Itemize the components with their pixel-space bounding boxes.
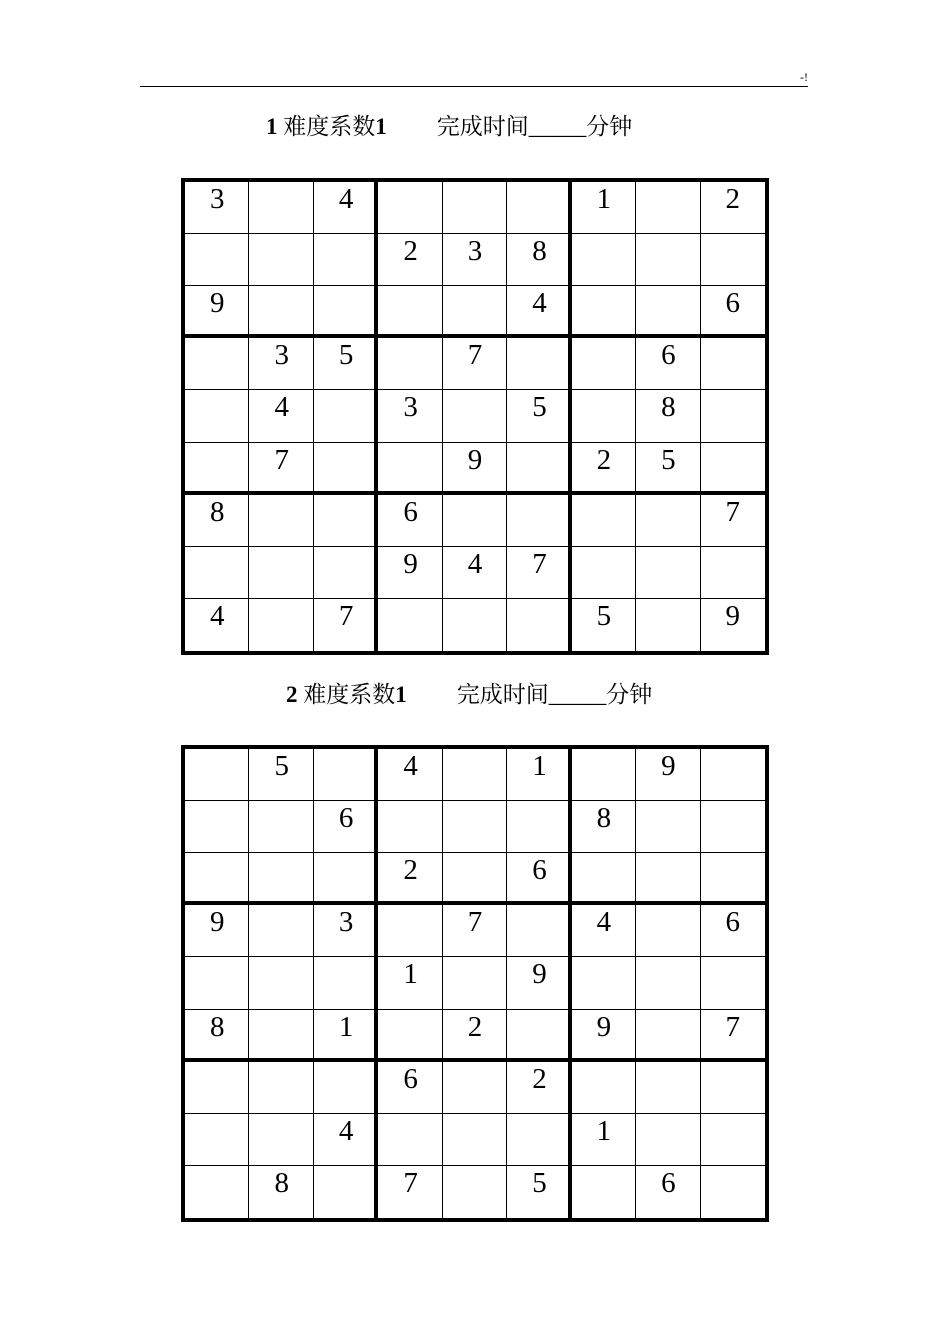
sudoku-cell: 4 xyxy=(185,599,249,651)
sudoku-cell: 6 xyxy=(378,1062,442,1114)
sudoku-cell xyxy=(314,1166,378,1218)
sudoku-cell xyxy=(443,286,507,338)
sudoku-cell xyxy=(443,599,507,651)
sudoku-cell xyxy=(185,1062,249,1114)
sudoku-cell: 3 xyxy=(314,905,378,957)
sudoku-cell: 8 xyxy=(507,234,571,286)
sudoku-cell: 4 xyxy=(572,905,636,957)
sudoku-cell: 1 xyxy=(507,749,571,801)
sudoku-cell xyxy=(636,853,700,905)
sudoku-cell xyxy=(249,1114,313,1166)
sudoku-cell xyxy=(185,957,249,1009)
difficulty-value: 1 xyxy=(375,114,387,139)
sudoku-cell xyxy=(572,853,636,905)
sudoku-cell: 1 xyxy=(572,1114,636,1166)
sudoku-cell xyxy=(507,338,571,390)
sudoku-cell xyxy=(701,957,765,1009)
sudoku-cell xyxy=(636,1010,700,1062)
difficulty-label: 难度系数 xyxy=(283,114,376,139)
sudoku-cell: 9 xyxy=(572,1010,636,1062)
sudoku-cell xyxy=(378,905,442,957)
sudoku-cell xyxy=(636,1062,700,1114)
sudoku-cell xyxy=(249,957,313,1009)
sudoku-cell xyxy=(314,749,378,801)
sudoku-cell xyxy=(443,957,507,1009)
sudoku-cell xyxy=(507,599,571,651)
sudoku-cell xyxy=(507,905,571,957)
sudoku-cell xyxy=(701,234,765,286)
sudoku-cell xyxy=(378,801,442,853)
sudoku-cell xyxy=(636,495,700,547)
sudoku-cell: 7 xyxy=(378,1166,442,1218)
sudoku-cell xyxy=(378,182,442,234)
sudoku-cell xyxy=(507,1114,571,1166)
sudoku-cell: 6 xyxy=(701,905,765,957)
sudoku-cell xyxy=(185,547,249,599)
sudoku-cell: 9 xyxy=(636,749,700,801)
sudoku-cell xyxy=(443,853,507,905)
sudoku-cell xyxy=(185,1114,249,1166)
sudoku-cell: 8 xyxy=(185,495,249,547)
sudoku-cell xyxy=(443,182,507,234)
sudoku-cell: 7 xyxy=(443,338,507,390)
sudoku-cell: 6 xyxy=(636,1166,700,1218)
sudoku-cell xyxy=(443,1166,507,1218)
sudoku-cell: 8 xyxy=(572,801,636,853)
sudoku-cell: 2 xyxy=(378,234,442,286)
sudoku-cell: 7 xyxy=(249,443,313,495)
sudoku-cell: 3 xyxy=(378,390,442,442)
sudoku-cell xyxy=(249,182,313,234)
sudoku-cell: 9 xyxy=(378,547,442,599)
sudoku-cell: 2 xyxy=(378,853,442,905)
sudoku-cell: 9 xyxy=(443,443,507,495)
sudoku-cell xyxy=(636,957,700,1009)
sudoku-cell: 9 xyxy=(185,286,249,338)
sudoku-cell xyxy=(378,286,442,338)
puzzle-2-title xyxy=(286,680,652,710)
sudoku-cell xyxy=(249,801,313,853)
sudoku-cell xyxy=(636,547,700,599)
sudoku-cell: 4 xyxy=(314,1114,378,1166)
sudoku-cell xyxy=(636,801,700,853)
sudoku-cell: 5 xyxy=(636,443,700,495)
sudoku-cell xyxy=(507,1010,571,1062)
sudoku-cell: 5 xyxy=(572,599,636,651)
difficulty-value: 1 xyxy=(395,682,407,707)
sudoku-cell xyxy=(314,495,378,547)
sudoku-cell: 6 xyxy=(636,338,700,390)
sudoku-cell xyxy=(378,338,442,390)
sudoku-cell xyxy=(378,1010,442,1062)
sudoku-cell: 9 xyxy=(725,599,741,632)
sudoku-cell: 5 xyxy=(314,338,378,390)
sudoku-cell: 3 xyxy=(443,234,507,286)
sudoku-cell: 5 xyxy=(507,390,571,442)
sudoku-cell xyxy=(572,957,636,1009)
sudoku-cell: 6 xyxy=(378,495,442,547)
sudoku-cell xyxy=(701,853,765,905)
sudoku-cell: 6 xyxy=(701,286,765,338)
sudoku-cell xyxy=(507,182,571,234)
sudoku-cell: 4 xyxy=(507,286,571,338)
sudoku-cell: 3 xyxy=(185,182,249,234)
sudoku-cell xyxy=(701,749,765,801)
sudoku-cell: 2 xyxy=(701,182,765,234)
sudoku-cell xyxy=(378,599,442,651)
sudoku-cell xyxy=(636,599,700,651)
sudoku-cell xyxy=(701,547,765,599)
sudoku-cell xyxy=(701,338,765,390)
sudoku-cell xyxy=(636,905,700,957)
sudoku-cell: 5 xyxy=(507,1166,571,1218)
sudoku-cell xyxy=(572,495,636,547)
header-rule xyxy=(140,86,808,87)
sudoku-cell: 6 xyxy=(507,853,571,905)
sudoku-cell: 5 xyxy=(249,749,313,801)
time-label: 完成时间_____分钟 xyxy=(436,114,633,139)
sudoku-cell: 4 xyxy=(314,182,378,234)
sudoku-cell: 9 xyxy=(185,905,249,957)
sudoku-cell xyxy=(185,853,249,905)
sudoku-cell: 8 xyxy=(185,1010,249,1062)
sudoku-cell xyxy=(636,286,700,338)
sudoku-cell xyxy=(443,1114,507,1166)
sudoku-cell xyxy=(507,443,571,495)
sudoku-cell xyxy=(249,853,313,905)
sudoku-cell: 1 xyxy=(378,957,442,1009)
sudoku-cell xyxy=(314,286,378,338)
sudoku-cell: 7 xyxy=(314,599,378,651)
sudoku-cell: 4 xyxy=(249,390,313,442)
sudoku-cell xyxy=(572,749,636,801)
sudoku-cell xyxy=(314,443,378,495)
sudoku-cell xyxy=(249,599,313,651)
sudoku-cell xyxy=(443,801,507,853)
sudoku-cell xyxy=(378,443,442,495)
sudoku-cell: 4 xyxy=(378,749,442,801)
sudoku-grid-1 xyxy=(181,178,769,655)
sudoku-cell xyxy=(701,1166,765,1218)
sudoku-cell xyxy=(572,1062,636,1114)
sudoku-cell: 9 xyxy=(507,957,571,1009)
sudoku-cell: 2 xyxy=(507,1062,571,1114)
sudoku-cell: 7 xyxy=(507,547,571,599)
sudoku-cell xyxy=(636,1114,700,1166)
sudoku-cell: 7 xyxy=(701,1010,765,1062)
sudoku-cell xyxy=(443,1062,507,1114)
sudoku-cell xyxy=(314,390,378,442)
puzzle-number: 2 xyxy=(286,682,298,707)
sudoku-cell xyxy=(249,234,313,286)
sudoku-cell: 8 xyxy=(636,390,700,442)
sudoku-cell: 1 xyxy=(314,1010,378,1062)
sudoku-cell xyxy=(249,286,313,338)
sudoku-cell xyxy=(249,1010,313,1062)
sudoku-cell xyxy=(572,234,636,286)
sudoku-cell xyxy=(572,338,636,390)
sudoku-cell xyxy=(443,495,507,547)
sudoku-cell xyxy=(572,390,636,442)
sudoku-cell xyxy=(314,957,378,1009)
sudoku-cell: 4 xyxy=(443,547,507,599)
sudoku-cell xyxy=(507,495,571,547)
page-mark: -! xyxy=(800,70,808,84)
sudoku-cell xyxy=(636,234,700,286)
puzzle-number: 1 xyxy=(266,114,278,139)
sudoku-cell: 8 xyxy=(249,1166,313,1218)
sudoku-cell: 7 xyxy=(443,905,507,957)
sudoku-cell xyxy=(701,443,765,495)
sudoku-cell xyxy=(636,182,700,234)
sudoku-cell xyxy=(185,390,249,442)
sudoku-cell xyxy=(507,801,571,853)
sudoku-cell xyxy=(185,1166,249,1218)
sudoku-cell xyxy=(185,749,249,801)
sudoku-cell: 1 xyxy=(572,182,636,234)
sudoku-cell xyxy=(314,234,378,286)
sudoku-cell xyxy=(701,801,765,853)
sudoku-cell xyxy=(443,390,507,442)
sudoku-cell xyxy=(572,286,636,338)
sudoku-cell xyxy=(185,234,249,286)
sudoku-cell xyxy=(185,801,249,853)
difficulty-label: 难度系数 xyxy=(303,682,396,707)
sudoku-cell xyxy=(378,1114,442,1166)
sudoku-cell: 6 xyxy=(314,801,378,853)
sudoku-cell xyxy=(249,495,313,547)
sudoku-cell xyxy=(185,443,249,495)
sudoku-cell: 2 xyxy=(443,1010,507,1062)
sudoku-cell xyxy=(701,390,765,442)
sudoku-cell xyxy=(443,749,507,801)
time-label: 完成时间_____分钟 xyxy=(456,682,653,707)
sudoku-cell xyxy=(185,338,249,390)
sudoku-cell: 7 xyxy=(701,495,765,547)
sudoku-cell xyxy=(249,1062,313,1114)
puzzle-1-title xyxy=(266,112,632,142)
sudoku-cell xyxy=(249,905,313,957)
sudoku-cell xyxy=(701,1062,765,1114)
sudoku-cell: 2 xyxy=(572,443,636,495)
sudoku-cell xyxy=(572,547,636,599)
sudoku-cell xyxy=(572,1166,636,1218)
sudoku-cell xyxy=(249,547,313,599)
sudoku-grid-2 xyxy=(181,745,769,1222)
sudoku-cell xyxy=(314,853,378,905)
sudoku-cell xyxy=(314,547,378,599)
sudoku-cell: 3 xyxy=(249,338,313,390)
sudoku-cell xyxy=(314,1062,378,1114)
sudoku-cell xyxy=(701,1114,765,1166)
